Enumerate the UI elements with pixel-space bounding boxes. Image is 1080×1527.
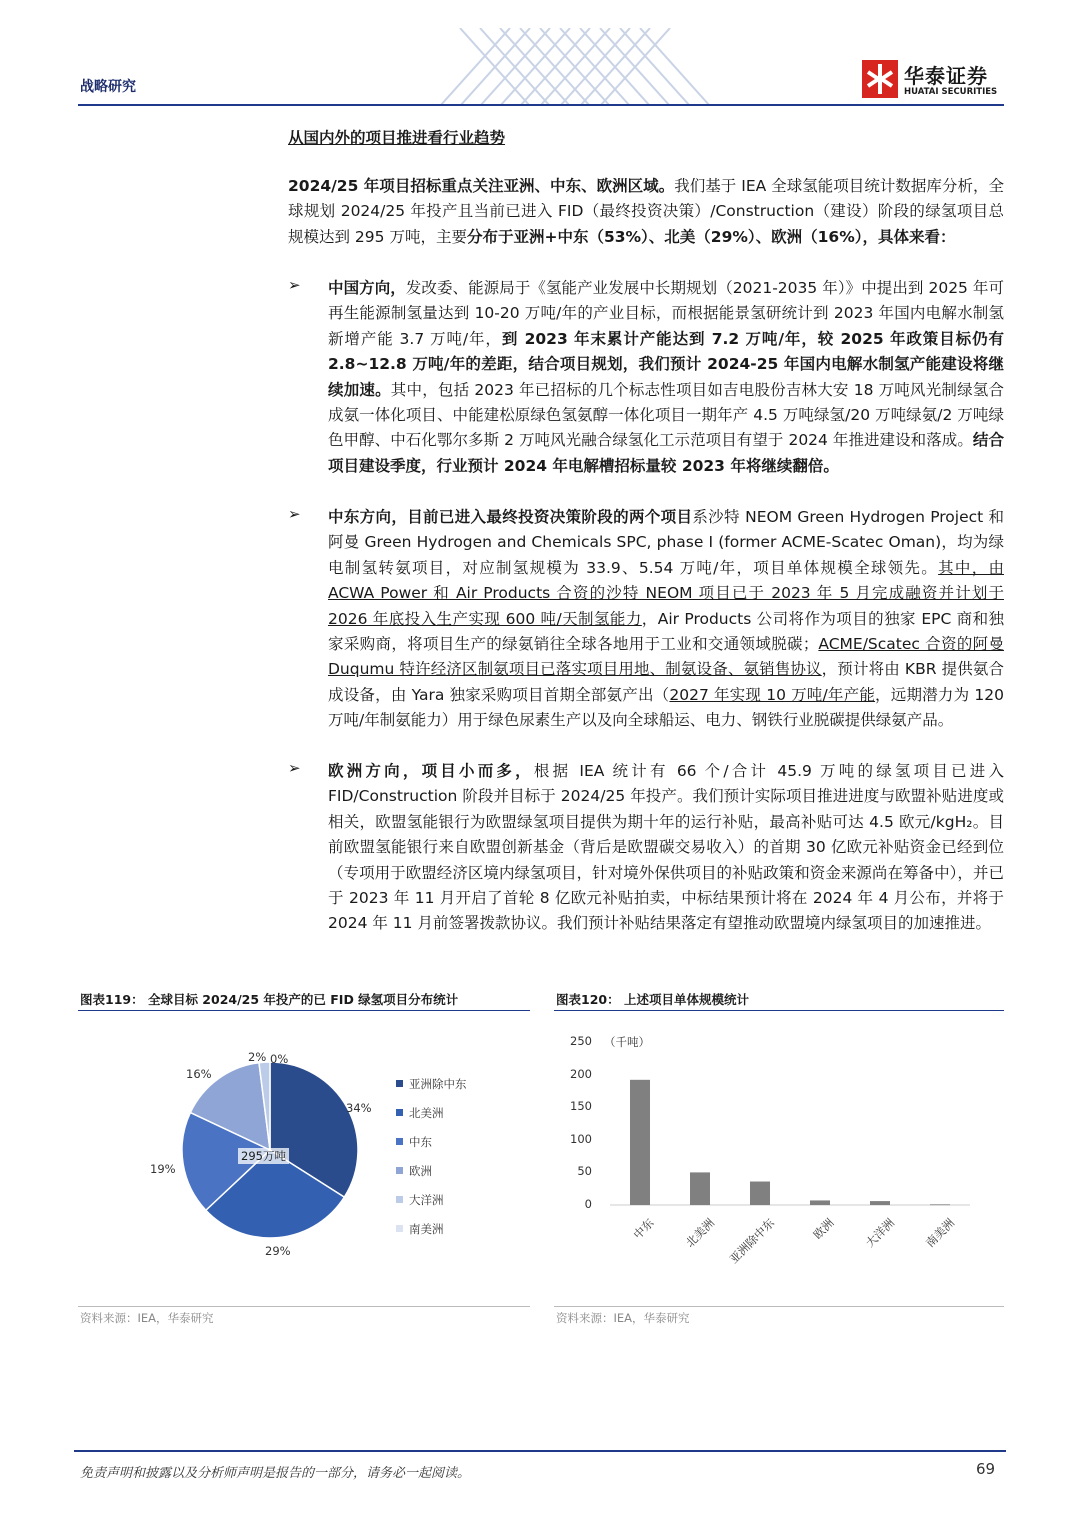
legend-swatch (396, 1196, 403, 1203)
legend-swatch (396, 1225, 403, 1232)
bullet-china-lead: 中国方向， (328, 279, 406, 297)
bullet-china-conclusion: 结合项目建设季度，行业预计 2024 年电解槽招标量较 2023 年将继续翻倍。 (328, 431, 1004, 475)
section-title: 从国内外的项目推进看行业趋势 (288, 129, 506, 147)
bullet-me-underline1: 其中，由 ACWA Power 和 Air Products 合资的沙特 NEOM 项目已于 2023 年 5 月完成融资并计划于 2026 年底投入生产实现 600 吨/天制氢能力 (328, 558, 1004, 628)
legend-swatch (396, 1167, 403, 1174)
legend-label: 欧洲 (409, 1164, 432, 1178)
x-tick-label: 大洋洲 (862, 1215, 897, 1251)
legend-middle-east (396, 1134, 432, 1150)
header-divider (78, 104, 1004, 106)
x-tick-label: 欧洲 (810, 1215, 837, 1242)
bullet-eu-lead: 欧洲方向，项目小而多， (328, 762, 534, 780)
bullet-me-body4: ，远期潜力为 120 万吨/年制氨能力）用于绿色尿素生产以及向全球船运、电力、钢铁行业脱碳提供绿氨产品。 (328, 685, 1005, 730)
y-tick-label: 100 (570, 1131, 592, 1146)
legend-north-america (396, 1105, 444, 1121)
bar-1 (690, 1172, 710, 1205)
bar-2 (750, 1182, 770, 1205)
legend-label: 中东 (409, 1135, 432, 1149)
bar-4 (870, 1201, 890, 1205)
pie-label-oceania: 2% (248, 1050, 267, 1064)
bullet-china-body2: 其中，包括 2023 年已招标的几个标志性项目如吉电股份吉林大安 18 万吨风光制绿氢合成氨一体化项目、中能建松原绿色氢氨醇一体化项目一期年产 4.5 万吨绿氢/20 万吨绿氨/2 万吨绿色甲醇、中石化鄂尔多斯 2 万吨风光融合绿氢化工示范项目有望于 2024 年推进建设和落成。 (328, 380, 1004, 450)
figure-120-title: 图表120： 上述项目单体规模统计 (556, 992, 749, 1007)
figure-120-rule (554, 1010, 1004, 1011)
figure-119-rule (78, 1010, 530, 1011)
intro-lead: 2024/25 年项目招标重点关注亚洲、中东、欧洲区域。 (288, 177, 675, 195)
bullet-arrow-icon: ➢ (288, 276, 301, 294)
x-tick-label: 北美洲 (682, 1215, 717, 1251)
bullet-me-underline2: ACME/Scatec 合资的阿曼 Duqumu 特许经济区制氨项目已落实项目用地、制氨设备、氨销售协议 (328, 635, 1004, 679)
logo-name: 华泰证券 (904, 64, 988, 88)
pie-label-asia: 34% (346, 1101, 372, 1115)
y-tick-label: 150 (570, 1099, 592, 1114)
x-tick-label: 亚洲除中东 (726, 1215, 777, 1267)
intro-bold: 分布于亚洲+中东（53%）、北美（29%）、欧洲（16%），具体来看： (466, 227, 956, 246)
pie-label-south-america: 0% (270, 1052, 289, 1066)
bullet-europe-text (328, 759, 1004, 937)
legend-europe (396, 1163, 432, 1179)
y-tick-label: 50 (577, 1164, 592, 1179)
header-decoration (430, 28, 720, 106)
y-tick-label: 200 (570, 1066, 592, 1081)
bullet-china-body1: 发改委、能源局于《氢能产业发展中长期规划（2021-2035 年）》中提出到 2025 年可再生能源制氢量达到 10-20 万吨/年的产业目标，而根据能景氢研统计到 2023 年国内电解水制氢新增产能 3.7 万吨/年， (328, 279, 1004, 348)
figure-120-source: 资料来源：IEA，华泰研究 (556, 1311, 690, 1325)
intro-paragraph (288, 174, 1004, 250)
bullet-middle-east-text (328, 505, 1004, 734)
figure-119-source-rule (78, 1306, 530, 1307)
bullet-me-body3: ，预计将由 KBR 提供氨合成设备，由 Yara 独家采购项目首期全部氨产出（ (328, 660, 1004, 704)
figure-119-title: 图表119： 全球目标 2024/25 年投产的已 FID 绿氢项目分布统计 (80, 992, 459, 1007)
bullet-arrow-icon: ➢ (288, 505, 301, 523)
bullet-me-body1: 系沙特 NEOM Green Hydrogen Project 和阿曼 Green Hydrogen and Chemicals SPC, phase I (former ACME-Scatec Oman)，均为绿电制氢转氨项目，对应制氢规模为 33.9、5.54 万吨/年，项目单体规模全球领先。 (328, 508, 1004, 577)
huatai-logo-icon (862, 60, 898, 98)
y-tick-label: 0 (584, 1197, 592, 1211)
pie-label-europe: 16% (186, 1067, 212, 1081)
x-tick-label: 中东 (630, 1215, 657, 1242)
footer-disclaimer: 免责声明和披露以及分析师声明是报告的一部分，请务必一起阅读。 (80, 1466, 471, 1481)
pie-label-north-america: 29% (265, 1244, 291, 1258)
pie-center-label: 295万吨 (238, 1148, 289, 1164)
legend-swatch (396, 1109, 403, 1116)
bar-unit-label: （千吨） (604, 1035, 650, 1049)
bullet-me-body2: ，Air Products 公司将作为项目的独家 EPC 商和独家采购商，将项目生产的绿氨销往全球各地用于工业和交通领域脱碳； (328, 609, 1004, 654)
bar-0 (630, 1080, 650, 1205)
bullet-china-text (328, 276, 1004, 479)
legend-label: 大洋洲 (409, 1193, 444, 1207)
bar-5 (930, 1204, 950, 1205)
legend-south-america (396, 1221, 444, 1237)
bullet-me-lead: 中东方向，目前已进入最终投资决策阶段的两个项目 (328, 508, 693, 526)
legend-oceania (396, 1192, 444, 1208)
bullet-china-bold: 到 2023 年末累计产能达到 7.2 万吨/年，较 2025 年政策目标仍有 2.8~12.8 万吨/年的差距，结合项目规划，我们预计 2024-25 年国内电解水制氢产能建设将继续加速。 (328, 329, 1004, 399)
figure-119-source: 资料来源：IEA，华泰研究 (80, 1311, 214, 1325)
legend-swatch (396, 1080, 403, 1087)
bullet-arrow-icon: ➢ (288, 759, 301, 777)
y-tick-label: 250 (570, 1034, 592, 1048)
x-tick-label: 南美洲 (922, 1215, 957, 1251)
bar-3 (810, 1200, 830, 1205)
bullet-me-underline3: 2027 年实现 10 万吨/年产能 (669, 685, 876, 704)
legend-label: 北美洲 (409, 1106, 444, 1120)
pie-label-middle-east: 19% (150, 1162, 176, 1176)
page-number: 69 (976, 1460, 996, 1478)
logo-subtitle: HUATAI SECURITIES (904, 87, 998, 97)
bar-chart (600, 1030, 980, 1220)
report-category: 战略研究 (80, 79, 136, 95)
legend-swatch (396, 1138, 403, 1145)
legend-asia (396, 1076, 467, 1092)
legend-label: 南美洲 (409, 1222, 444, 1236)
intro-text: 我们基于 IEA 全球氢能项目统计数据库分析，全球规划 2024/25 年投产且当前已进入 FID（最终投资决策）/Construction（建设）阶段的绿氢项目总规模达到 295 万吨，主要 (288, 177, 1004, 246)
bullet-eu-body: 根据 IEA 统计有 66 个/合计 45.9 万吨的绿氢项目已进入 FID/Construction 阶段并目标于 2024/25 年投产。我们预计实际项目推进进度与欧盟补贴进度或相关，欧盟氢能银行为欧盟绿氢项目提供为期十年的运行补贴，最高补贴可达 4.5 欧元/kgH₂。目前欧盟氢能银行来自欧盟创新基金（背后是欧盟碳交易收入）的首期 30 亿欧元补贴资金已经到位（专项用于欧盟经济区境内绿氢项目，针对境外保供项目的补贴政策和资金来源尚在筹备中），并已于 2023 年 11 月开启了首轮 8 亿欧元补贴拍卖，中标结果预计将在 2024 年 4 月公布，并将于 2024 年 11 月前签署拨款协议。我们预计补贴结果落定有望推动欧盟境内绿氢项目的加速推进。 (328, 762, 1004, 933)
legend-label: 亚洲除中东 (409, 1077, 467, 1091)
footer-divider (74, 1450, 1006, 1452)
figure-120-source-rule (554, 1306, 1004, 1307)
